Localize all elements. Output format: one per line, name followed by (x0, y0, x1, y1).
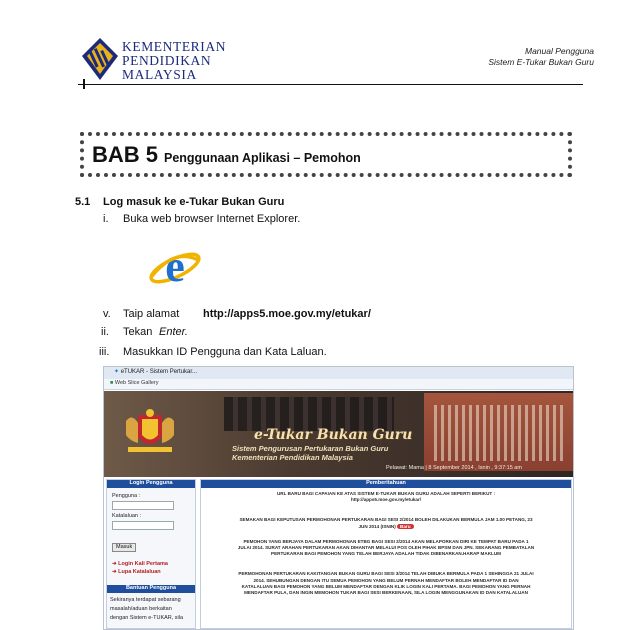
first-login-label: Login Kali Pertama (118, 561, 168, 567)
forgot-password-label: Lupa Katalaluan (118, 569, 161, 575)
notice-url[interactable]: http://apps5.moe.gov.my/etukar/ (350, 497, 422, 503)
spacer (204, 503, 568, 517)
staff-photo (224, 397, 394, 431)
help-heading: Bantuan Pengguna (107, 585, 195, 593)
section-title: Log masuk ke e-Tukar Bukan Guru (103, 196, 285, 208)
favorites-bar (104, 379, 574, 390)
header-rule (78, 84, 583, 85)
step-text: Masukkan ID Pengguna dan Kata Laluan. (123, 346, 327, 358)
svg-text:e: e (165, 242, 185, 291)
user-label: Pengguna : (112, 493, 141, 499)
manual-title (488, 46, 594, 68)
notice-line: URL BARU BAGI CAPAIAN KE ATAS SISTEM E-TUKAR BUKAN GURU ADALAH SEPERTI BERIKUT : (276, 491, 496, 496)
chapter-title: Penggunaan Aplikasi – Pemohon (164, 151, 361, 165)
step-number: i. (103, 213, 109, 225)
forgot-password-link[interactable] (112, 569, 161, 576)
password-input[interactable] (112, 521, 174, 530)
arrow-icon: ➜ (112, 569, 119, 575)
browser-screenshot (103, 366, 574, 630)
notice-line: PEMOHON YANG BERJAYA DALAM PERMOHONAN ETBG BAGI SESI 2/2014 AKAN MELAPORKAN DIRI KE TEMPAT BARU PADA 1 (243, 538, 529, 544)
chapter-label: BAB 5 (92, 142, 159, 167)
login-submit-button[interactable]: Masuk (112, 543, 136, 552)
manual-line-2: Sistem E-Tukar Bukan Guru (488, 57, 594, 67)
login-heading: Login Pengguna (107, 480, 195, 488)
browser-tab[interactable] (114, 369, 197, 376)
banner-title: e-Tukar Bukan Guru (254, 427, 413, 443)
notice-line: 2014. SEHUBUNGAN DENGAN ITU SEMUA PEMOHON YANG BELUM PERNAH MENDAFTAR BOLEH MENDAFTAR ID DAN (253, 577, 519, 583)
banner-subtitle-1: Sistem Pengurusan Pertukaran Bukan Guru (232, 444, 389, 453)
help-text-2: masalah/aduan berkaitan (110, 606, 172, 612)
user-input[interactable] (112, 501, 174, 510)
page-icon: ✦ (114, 369, 120, 375)
new-badge: Baru (397, 524, 413, 529)
web-slice-icon: ■ (110, 380, 114, 386)
step-number: iii. (99, 346, 110, 358)
spacer (204, 557, 568, 571)
notice-line: PERMOHONAN PERTUKARAN KAKITANGAN BUKAN GURU BAGI SESI 3/2014 TELAH DIBUKA BERMULA PADA 1 SEHINGGA 21 JULAI (238, 571, 534, 577)
notice-line: KATALALUAN BAGI PEMOHON YANG BELUM MENDAFTAR DENGAN KLIK LOGIN KALI PERTAMA. BAGI PEMOHON YANG PERNAH (241, 583, 531, 589)
browser-tab-title: eTUKAR - Sistem Pertukar... (120, 369, 198, 375)
coat-of-arms-icon (122, 409, 178, 455)
section-number: 5.1 (75, 196, 91, 208)
ministry-logo-icon (80, 36, 120, 82)
step-text: Taip alamat (123, 308, 180, 320)
step-number: v. (103, 308, 111, 320)
building-windows (434, 405, 564, 461)
header-rule-tick (83, 79, 85, 89)
notice-line: JULAI 2014. SURAT ARAHAN PERTUKARAN AKAN DIHANTAR MELALUI POS OLEH PIHAK BPSM DAN JPN. SEKARANG PEMBATALAN (237, 545, 535, 551)
manual-line-1: Manual Pengguna (524, 46, 594, 56)
notice-date: JUN 2014 (ISNIN) (358, 523, 396, 529)
notice-line: SEMAKAN BAGI KEPUTUSAN PERMOHONAN PERTUKARAN BAGI SESI 2/2014 BOLEH DILAKUKAN BERMULA JAM 1.00 PETANG, 23 (239, 517, 533, 523)
ministry-line-2: PENDIDIKAN (122, 53, 212, 68)
banner-subtitle-2: Kementerian Pendidikan Malaysia (232, 453, 353, 462)
visitor-date: Pelawat: Mama | 8 September 2014 , Isnin , 9:37:15 am (386, 465, 522, 471)
ministry-line-1: KEMENTERIAN (122, 39, 227, 54)
step-text: Buka web browser Internet Explorer. (123, 213, 301, 225)
help-text-1: Sekiranya terdapat sebarang (110, 597, 181, 603)
help-text-3: dengan Sistem e-TUKAR, sila (110, 615, 184, 621)
web-slice-label: Web Slice Gallery (114, 380, 159, 386)
password-label: Katalaluan : (112, 513, 142, 519)
notice-body (204, 491, 568, 596)
step-number: ii. (101, 326, 109, 338)
ministry-name (122, 40, 226, 82)
web-slice-gallery-link[interactable] (110, 380, 158, 387)
arrow-icon: ➜ (112, 561, 119, 567)
notice-line: MENDAFTAR PULA, DAN INGIN MEMOHON TUKAR BAGI SESI BERKENAAN, SILA LOGIN MENGGUNAKAN ID DAN KATALALUAN (244, 590, 528, 596)
spacer (204, 530, 568, 539)
notice-line: PERTUKARAN BAGI PEMOHON YANG TELAH BERJAYA ADALAH TIDAK DIBENARKAN.HARAP MAKLUM (271, 551, 501, 557)
key-text: Enter. (159, 326, 188, 338)
notice-heading: Pemberitahuan (201, 480, 571, 488)
url-text: http://apps5.moe.gov.my/etukar/ (203, 308, 371, 320)
internet-explorer-icon (146, 240, 204, 294)
step-text: Tekan (123, 326, 153, 338)
first-login-link[interactable] (112, 561, 168, 568)
ministry-line-3: MALAYSIA (122, 67, 197, 82)
